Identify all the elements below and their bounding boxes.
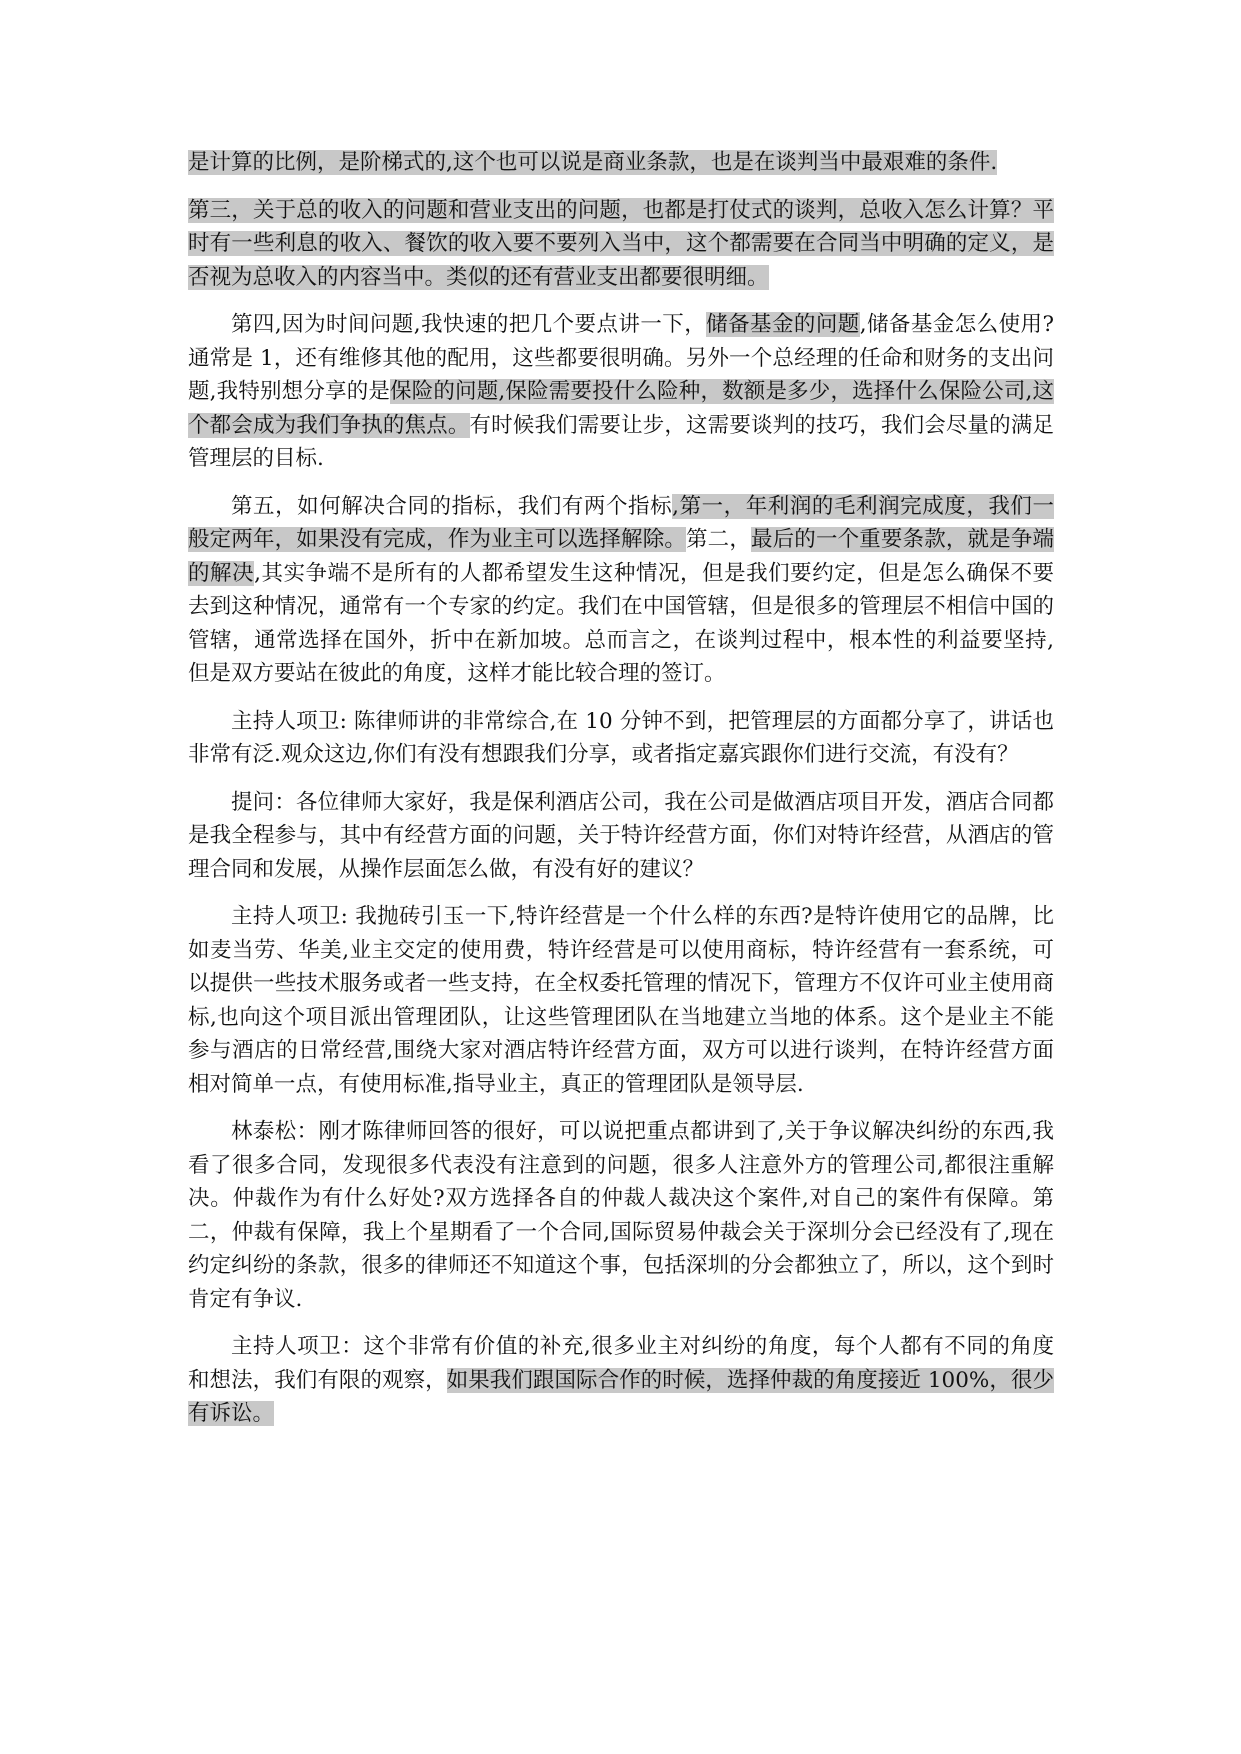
document-page — [188, 146, 1054, 1445]
paragraph — [188, 146, 1054, 180]
highlighted-text: 最后的一个重要条款，就是争端的解决 — [188, 527, 1054, 586]
paragraph — [188, 900, 1054, 1101]
paragraph-text: 主持人项卫：这个非常有价值的补充,很多业主对纠纷的角度，每个人都有不同的角度和想法，我们有限的观察， — [188, 1334, 1054, 1393]
paragraph-text: 提问：各位律师大家好，我是保利酒店公司，我在公司是做酒店项目开发，酒店合同都是我全程参与，其中有经营方面的问题，关于特许经营方面，你们对特许经营，从酒店的管理合同和发展，从操作层面怎么做，有没有好的建议？ — [188, 789, 1054, 882]
highlighted-text: 是计算的比例，是阶梯式的,这个也可以说是商业条款，也是在谈判当中最艰难的条件. — [188, 150, 998, 175]
paragraph — [188, 308, 1054, 476]
paragraph-text: 第二， — [686, 527, 751, 552]
highlighted-text: ,第一，年利润的毛利润完成度，我们一般定两年，如果没有完成，作为业主可以选择解除。 — [188, 493, 1054, 552]
paragraph-text: 主持人项卫: 我抛砖引玉一下,特许经营是一个什么样的东西?是特许使用它的品牌，比如麦当劳、华美,业主交定的使用费，特许经营是可以使用商标，特许经营有一套系统，可以提供一些技术服务或者一些支持，在全权委托管理的情况下，管理方不仅许可业主使用商标,也向这个项目派出管理团队，让这些管理团队在当地建立当地的体系。这个是业主不能参与酒店的日常经营,围绕大家对酒店特许经营方面，双方可以进行谈判，在特许经营方面相对简单一点，有使用标准,指导业主，真正的管理团队是领导层. — [188, 904, 1054, 1097]
paragraph — [188, 705, 1054, 772]
paragraph-text: 第五，如何解决合同的指标，我们有两个指标 — [231, 493, 673, 519]
highlighted-text: 第三，关于总的收入的问题和营业支出的问题，也都是打仗式的谈判，总收入怎么计算？平时有一些利息的收入、餐饮的收入要不要列入当中，这个都需要在合同当中明确的定义，是否视为总收入的内容当中。类似的还有营业支出都要很明细。 — [188, 197, 1054, 290]
paragraph-text: 主持人项卫: 陈律师讲的非常综合,在 10 分钟不到，把管理层的方面都分享了，讲话也非常有泛.观众这边,你们有没有想跟我们分享，或者指定嘉宾跟你们进行交流，有没有？ — [188, 708, 1054, 767]
highlighted-text: 保险的问题,保险需要投什么险种，数额是多少，选择什么保险公司,这个都会成为我们争执的焦点。 — [188, 379, 1054, 438]
highlighted-text: 储备基金的问题 — [706, 312, 860, 337]
paragraph — [188, 1115, 1054, 1316]
paragraph-text: 第四,因为时间问题,我快速的把几个要点讲一下， — [231, 312, 707, 337]
paragraph-text: ,其实争端不是所有的人都希望发生这种情况，但是我们要约定，但是怎么确保不要去到这种情况，通常有一个专家的约定。我们在中国管辖，但是很多的管理层不相信中国的管辖，通常选择在国外，折中在新加坡。总而言之，在谈判过程中，根本性的利益要坚持,但是双方要站在彼此的角度，这样才能比较合理的签订。 — [188, 560, 1054, 686]
paragraph — [188, 194, 1054, 295]
paragraph — [188, 490, 1054, 691]
highlighted-text: 如果我们跟国际合作的时候，选择仲裁的角度接近 100%，很少有诉讼。 — [188, 1367, 1054, 1426]
paragraph-text: ,储备基金怎么使用?通常是 1，还有维修其他的配用，这些都要很明确。另外一个总经理的任命和财务的支出问题,我特别想分享的是 — [188, 312, 1054, 404]
paragraph-text: 林泰松：刚才陈律师回答的很好，可以说把重点都讲到了,关于争议解决纠纷的东西,我看了很多合同，发现很多代表没有注意到的问题，很多人注意外方的管理公司,都很注重解决。仲裁作为有什么好处?双方选择各自的仲裁人裁决这个案件,对自己的案件有保障。第二，仲裁有保障，我上个星期看了一个合同,国际贸易仲裁会关于深圳分会已经没有了,现在约定纠纷的条款，很多的律师还不知道这个事，包括深圳的分会都独立了，所以，这个到时肯定有争议. — [188, 1119, 1054, 1312]
paragraph-text: 有时候我们需要让步，这需要谈判的技巧，我们会尽量的满足管理层的目标. — [188, 412, 1054, 471]
paragraph — [188, 1330, 1054, 1431]
paragraph — [188, 786, 1054, 887]
